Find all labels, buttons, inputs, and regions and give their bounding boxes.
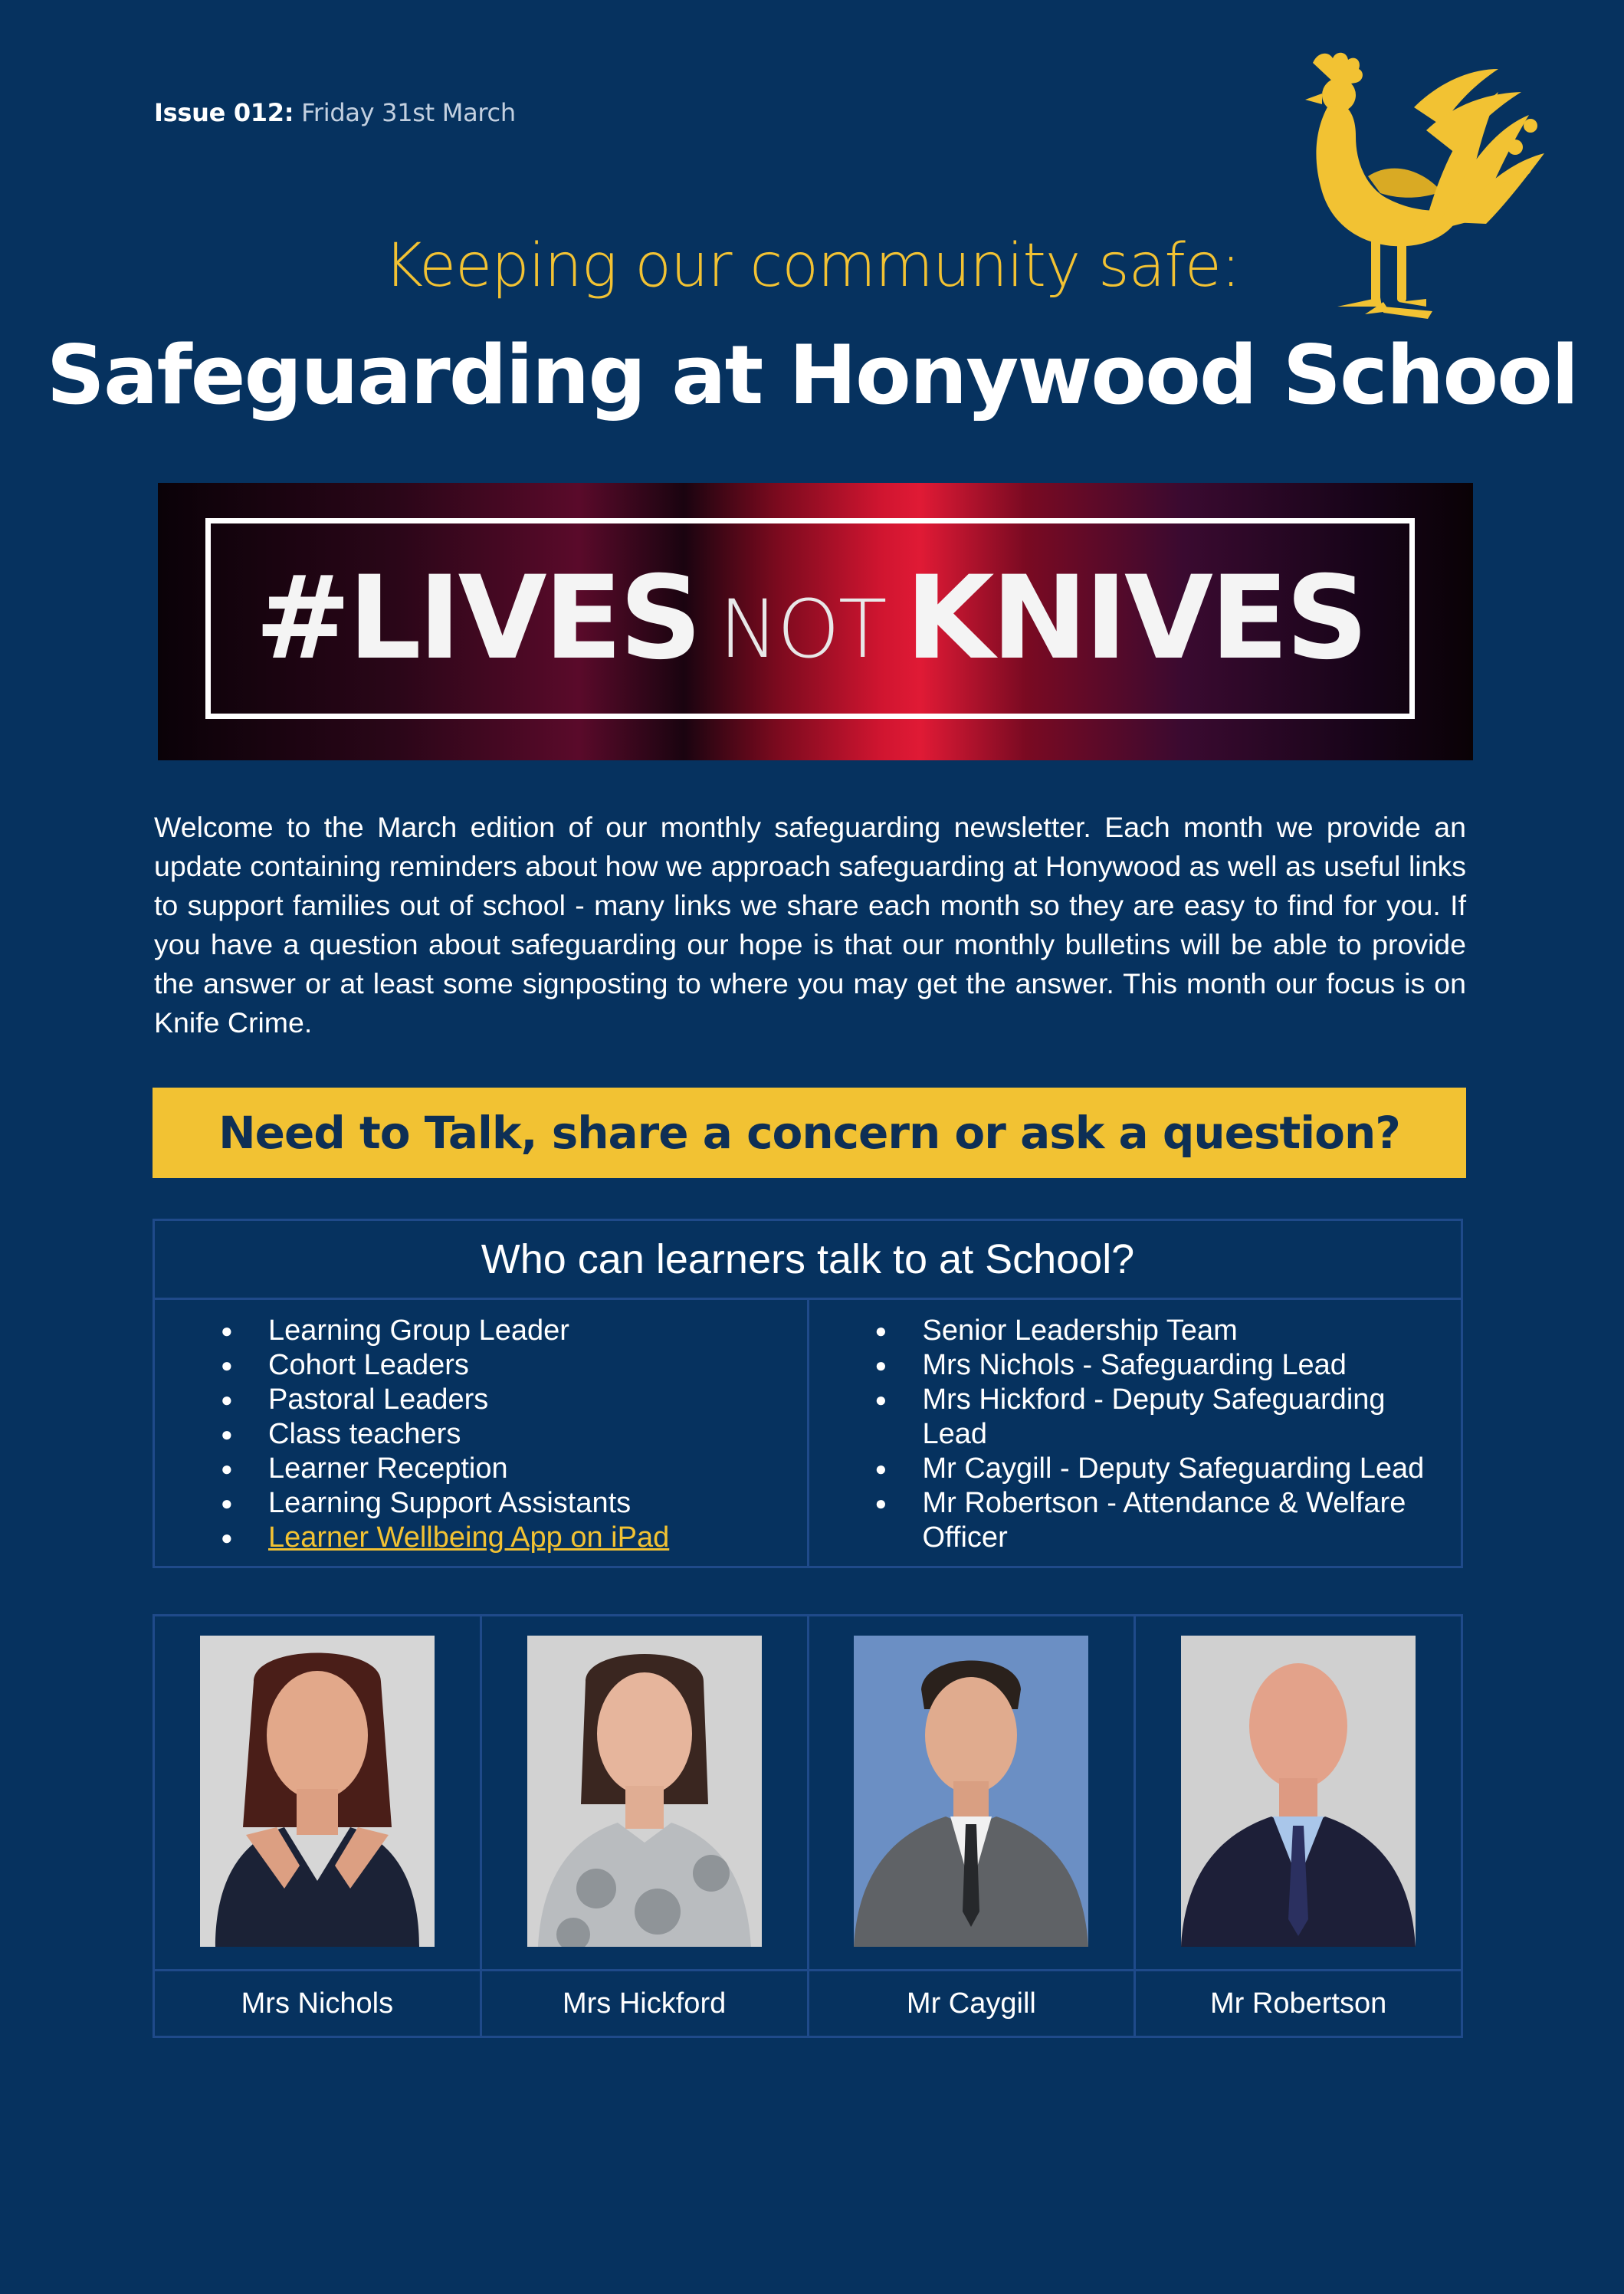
talk-table-heading: Who can learners talk to at School? [154, 1220, 1462, 1299]
staff-portrait-robertson [1181, 1636, 1416, 1947]
list-item: ● Mrs Hickford - Deputy Safeguarding Lead [923, 1383, 1440, 1452]
staff-portrait-caygill [854, 1636, 1088, 1947]
list-item: ● Class teachers [268, 1417, 807, 1452]
cta-banner [153, 1088, 1466, 1178]
page-title: Safeguarding at Honywood School [46, 328, 1578, 422]
talk-table-right-cell [808, 1299, 1462, 1567]
staff-name: Mrs Nichols [154, 1971, 481, 2037]
banner-word-knives: KNIVES [905, 552, 1366, 685]
list-item: ● Senior Leadership Team [923, 1314, 1440, 1348]
staff-photo-cell [154, 1616, 481, 1971]
talk-table-left-cell [154, 1299, 809, 1567]
talk-table [153, 1219, 1463, 1568]
list-item: ● Mr Robertson - Attendance & Welfare Officer [923, 1486, 1440, 1555]
staff-name: Mr Robertson [1135, 1971, 1462, 2037]
list-item: ● Mrs Nichols - Safeguarding Lead [923, 1348, 1440, 1383]
cta-text: Need to Talk, share a concern or ask a question? [218, 1107, 1400, 1159]
list-item: ● Learning Support Assistants [268, 1486, 807, 1521]
staff-portrait-nichols [200, 1636, 435, 1947]
list-item: ● Pastoral Leaders [268, 1383, 807, 1417]
banner-word-lives: #LIVES [254, 552, 700, 685]
staff-name: Mrs Hickford [481, 1971, 808, 2037]
staff-table [153, 1614, 1463, 2038]
staff-portrait-hickford [527, 1636, 762, 1947]
staff-photo-cell [1135, 1616, 1462, 1971]
lives-not-knives-banner [158, 483, 1473, 760]
staff-photo-cell [481, 1616, 808, 1971]
list-item: ● Cohort Leaders [268, 1348, 807, 1383]
list-item: ● Mr Caygill - Deputy Safeguarding Lead [923, 1452, 1440, 1486]
intro-paragraph: Welcome to the March edition of our monthly safeguarding newsletter. Each month we provide an update containing reminders about how we approach safeguarding at Honywood as well as useful links to support families out of school - many links we share each month so they are easy to find for you. If you have a question about safeguarding our hope is that our monthly bulletins will be able to provide the answer or at least some signposting to where you may get the answer. This month our focus is on Knife Crime. [154, 811, 1466, 1039]
issue-line [154, 98, 516, 127]
list-item: ● Learning Group Leader [268, 1314, 807, 1348]
staff-photo-cell [808, 1616, 1135, 1971]
subtitle: Keeping our community safe: [383, 231, 1241, 300]
banner-word-not: NOT [719, 583, 886, 676]
issue-label: Issue 012: [154, 98, 294, 127]
right-contact-list [809, 1314, 1462, 1555]
staff-name: Mr Caygill [808, 1971, 1135, 2037]
list-item: ● Learner Reception [268, 1452, 807, 1486]
wellbeing-app-link[interactable]: Learner Wellbeing App on iPad [268, 1521, 670, 1554]
banner-frame [205, 518, 1415, 719]
list-item-link [268, 1521, 807, 1555]
issue-date: Friday 31st March [301, 98, 516, 127]
left-contact-list [155, 1314, 807, 1555]
